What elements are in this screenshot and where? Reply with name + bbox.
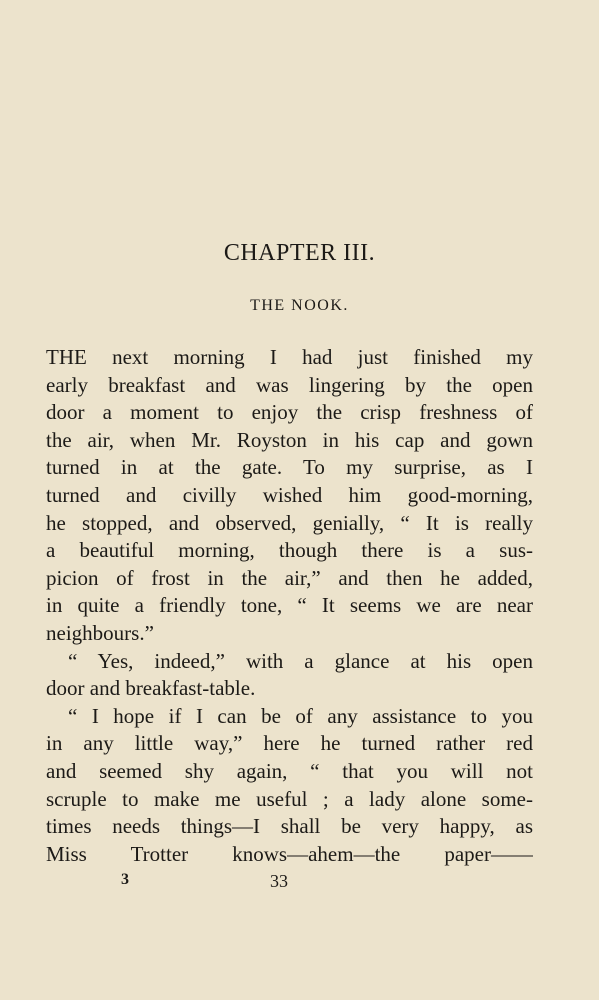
text-line: door and breakfast-table. bbox=[46, 676, 256, 701]
text-line: and seemed shy again, “ that you will not bbox=[46, 758, 533, 783]
text-line: picion of frost in the air,” and then he added, bbox=[46, 565, 533, 590]
text-line: turned in at the gate. To my surprise, as I bbox=[46, 455, 533, 480]
text-line: in any little way,” here he turned rather red bbox=[46, 731, 533, 756]
body-text bbox=[46, 344, 533, 868]
text-line: THE next morning I had just finished my bbox=[46, 345, 533, 369]
page-footer bbox=[0, 871, 599, 895]
text-line: door a moment to enjoy the crisp freshness of bbox=[46, 400, 533, 425]
chapter-title: CHAPTER III. bbox=[223, 240, 376, 266]
text-line: “ I hope if I can be of any assistance to you bbox=[68, 703, 533, 728]
page-number: 33 bbox=[270, 871, 288, 891]
text-line: he stopped, and observed, genially, “ It is really bbox=[46, 510, 533, 535]
text-line: in quite a friendly tone, “ It seems we are near bbox=[46, 593, 533, 618]
text-line: the air, when Mr. Royston in his cap and gown bbox=[46, 427, 533, 452]
text-line: a beautiful morning, though there is a sus- bbox=[46, 538, 533, 563]
text-line: “ Yes, indeed,” with a glance at his open bbox=[68, 648, 533, 673]
text-line: Miss Trotter knows—ahem—the paper—— bbox=[46, 841, 533, 866]
text-line: neighbours.” bbox=[46, 620, 154, 645]
section-title: THE NOOK. bbox=[250, 297, 349, 314]
signature-mark: 3 bbox=[121, 871, 129, 888]
text-line: turned and civilly wished him good-morning, bbox=[46, 482, 533, 507]
text-line: scruple to make me useful ; a lady alone some- bbox=[46, 786, 533, 811]
text-line: times needs things—I shall be very happy, as bbox=[46, 814, 533, 839]
text-line: early breakfast and was lingering by the open bbox=[46, 372, 533, 397]
